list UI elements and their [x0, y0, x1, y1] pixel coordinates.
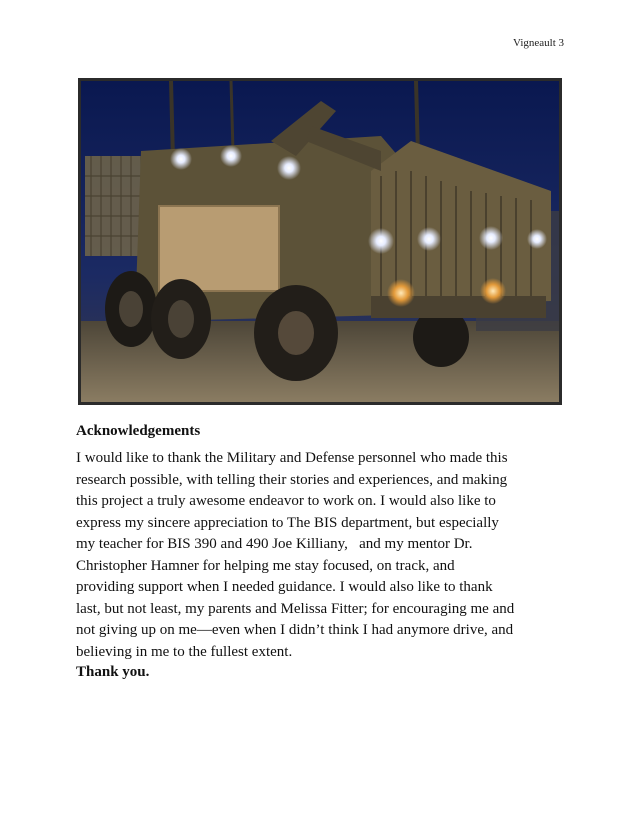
paragraph-line: providing support when I needed guidance. I would also like to thank: [76, 579, 493, 595]
closing-line: Thank you.: [76, 664, 150, 680]
acknowledgement-paragraph: [76, 448, 566, 663]
section-heading: Acknowledgements: [76, 423, 201, 439]
running-head: Vigneault 3: [513, 37, 564, 49]
antenna-mid: [231, 81, 233, 151]
armored-truck-photo: [78, 78, 562, 405]
paragraph-line: express my sincere appreciation to The BIS department, but especially: [76, 514, 499, 531]
paragraph-line: not giving up on me—even when I didn’t think I had anymore drive, and: [76, 622, 514, 638]
paragraph-line: last, but not least, my parents and Melissa Fitter; for encouraging me and: [76, 600, 515, 617]
paragraph-line: I would like to thank the Military and Defense personnel who made this: [76, 450, 508, 466]
paragraph-line: Christopher Hamner for helping me stay focused, on track, and: [76, 557, 455, 574]
paragraph-line: believing in me to the fullest extent.: [76, 643, 293, 660]
paragraph-line: research possible, with telling their stories and experiences, and making: [76, 471, 508, 488]
paragraph-line: this project a truly awesome endeavor to work on. I would also like to: [76, 493, 496, 509]
photo-illustration: [81, 81, 559, 402]
antenna-left: [171, 81, 173, 161]
side-panel: [159, 206, 279, 291]
paragraph-line: my teacher for BIS 390 and 490 Joe Killiany, and my mentor Dr.: [76, 536, 473, 552]
